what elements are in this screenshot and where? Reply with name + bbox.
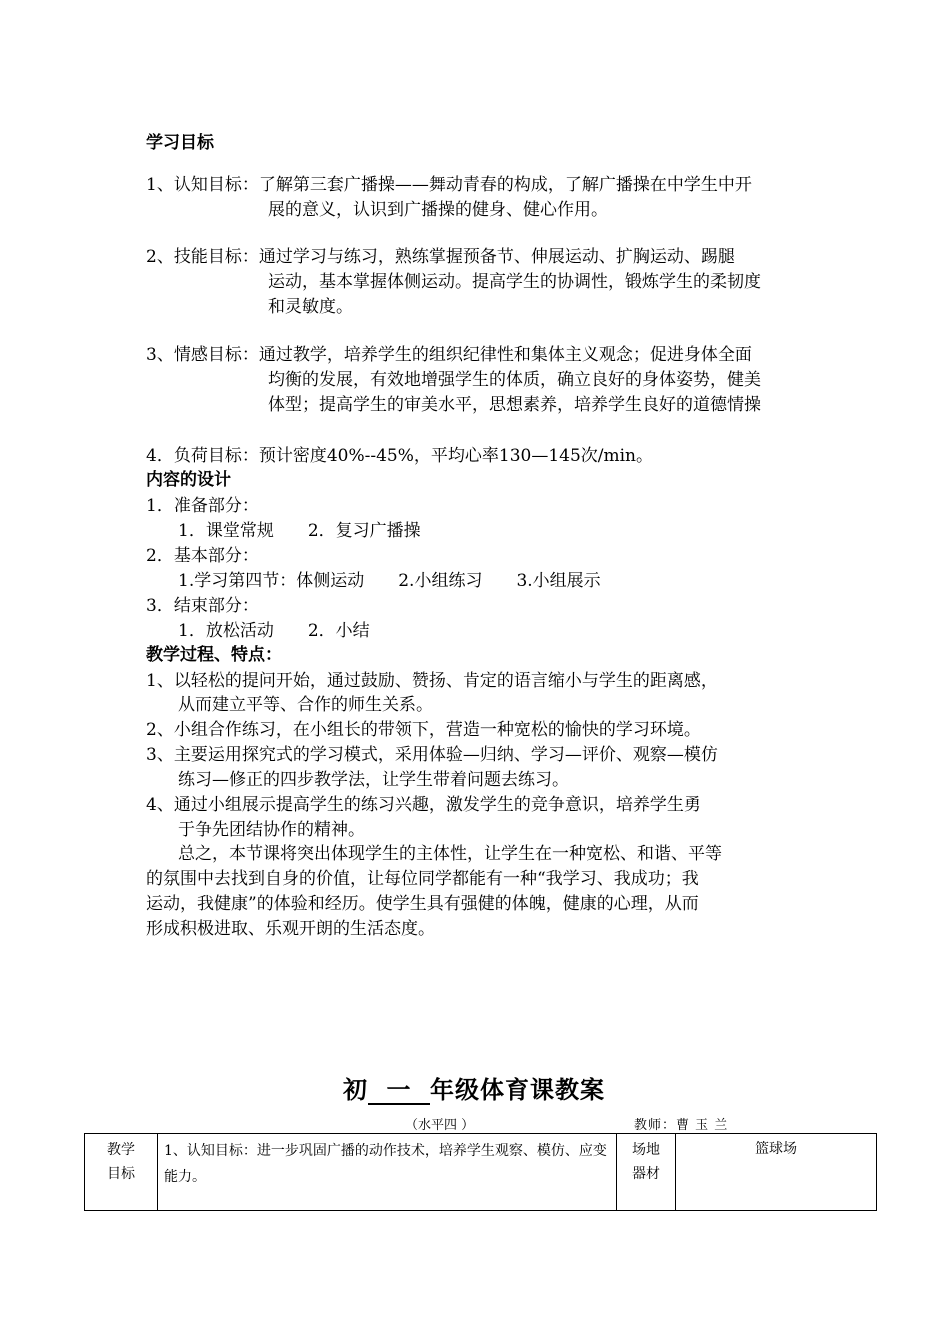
prep-items: 1．课堂常规 2．复习广播操 [178, 521, 421, 541]
cognitive-goal-line2: 展的意义，认识到广播操的健身、健心作用。 [268, 200, 608, 220]
emotion-goal-label: 3、情感目标： [146, 345, 259, 365]
venue-label-cell: 场地 器材 [617, 1134, 676, 1211]
process-item-4a: 4、通过小组展示提高学生的练习兴趣，激发学生的竞争意识，培养学生勇 [146, 795, 701, 815]
goal-label-cell: 教学 目标 [85, 1134, 158, 1211]
summary-line-1: 总之，本节课将突出体现学生的主体性，让学生在一种宽松、和谐、平等 [178, 844, 722, 864]
process-item-1a: 1、以轻松的提问开始，通过鼓励、赞扬、肯定的语言缩小与学生的距离感， [146, 671, 718, 691]
section-heading-content-design: 内容的设计 [146, 470, 231, 490]
summary-line-2: 的氛围中去找到自身的价值，让每位同学都能有一种“我学习、我成功；我 [146, 869, 699, 889]
basic-items: 1.学习第四节：体侧运动 2.小组练习 3.小组展示 [178, 571, 601, 591]
cognitive-goal-line1: 1、认知目标：了解第三套广播操——舞动青春的构成，了解广播操在中学生中开 [146, 175, 752, 195]
skill-goal-label: 2、技能目标： [146, 247, 259, 267]
section-heading-learning-goals: 学习目标 [146, 133, 214, 153]
teacher-label: 教师：曹 玉 兰 [634, 1118, 729, 1133]
section-heading-process: 教学过程、特点： [146, 645, 282, 665]
lesson-plan-title: 初 一 年级体育课教案 [343, 1076, 605, 1104]
emotion-goal-line2: 均衡的发展，有效地增强学生的体质，确立良好的身体姿势，健美 [268, 370, 761, 390]
process-item-4b: 于争先团结协作的精神。 [178, 820, 365, 840]
summary-line-3: 运动，我健康”的体验和经历。使学生具有强健的体魄，健康的心理，从而 [146, 894, 699, 914]
lesson-plan-table [84, 1133, 877, 1211]
prep-part: 1．准备部分： [146, 496, 259, 516]
process-item-3b: 练习—修正的四步教学法，让学生带着问题去练习。 [178, 770, 569, 790]
emotion-goal-line3: 体型；提高学生的审美水平，思想素养，培养学生良好的道德情操 [268, 395, 761, 415]
level-label: （水平四 ） [405, 1118, 475, 1133]
summary-line-4: 形成积极进取、乐观开朗的生活态度。 [146, 919, 435, 939]
process-item-2: 2、小组合作练习，在小组长的带领下，营造一种宽松的愉快的学习环境。 [146, 720, 701, 740]
skill-goal-line1: 2、技能目标：通过学习与练习，熟练掌握预备节、伸展运动、扩胸运动、踢腿 [146, 247, 735, 267]
table-row [85, 1134, 877, 1211]
process-item-1b: 从而建立平等、合作的师生关系。 [178, 695, 433, 715]
load-goal: 4．负荷目标：预计密度40%--45%，平均心率130—145次/min。 [146, 446, 654, 466]
basic-part: 2．基本部分： [146, 546, 259, 566]
venue-value-cell: 篮球场 [676, 1134, 877, 1211]
process-item-3a: 3、主要运用探究式的学习模式，采用体验—归纳、学习—评价、观察—模仿 [146, 745, 718, 765]
cognitive-goal-label: 1、认知目标： [146, 175, 259, 195]
skill-goal-line2: 运动，基本掌握体侧运动。提高学生的协调性，锻炼学生的柔韧度 [268, 272, 761, 292]
skill-goal-line3: 和灵敏度。 [268, 297, 353, 317]
end-items: 1．放松活动 2．小结 [178, 621, 370, 641]
end-part: 3．结束部分： [146, 596, 259, 616]
emotion-goal-line1: 3、情感目标：通过教学，培养学生的组织纪律性和集体主义观念；促进身体全面 [146, 345, 752, 365]
goal-text-cell: 1、认知目标：进一步巩固广播的动作技术，培养学生观察、模仿、应变能力。 [158, 1134, 617, 1211]
grade-underlined: 一 [368, 1077, 430, 1105]
